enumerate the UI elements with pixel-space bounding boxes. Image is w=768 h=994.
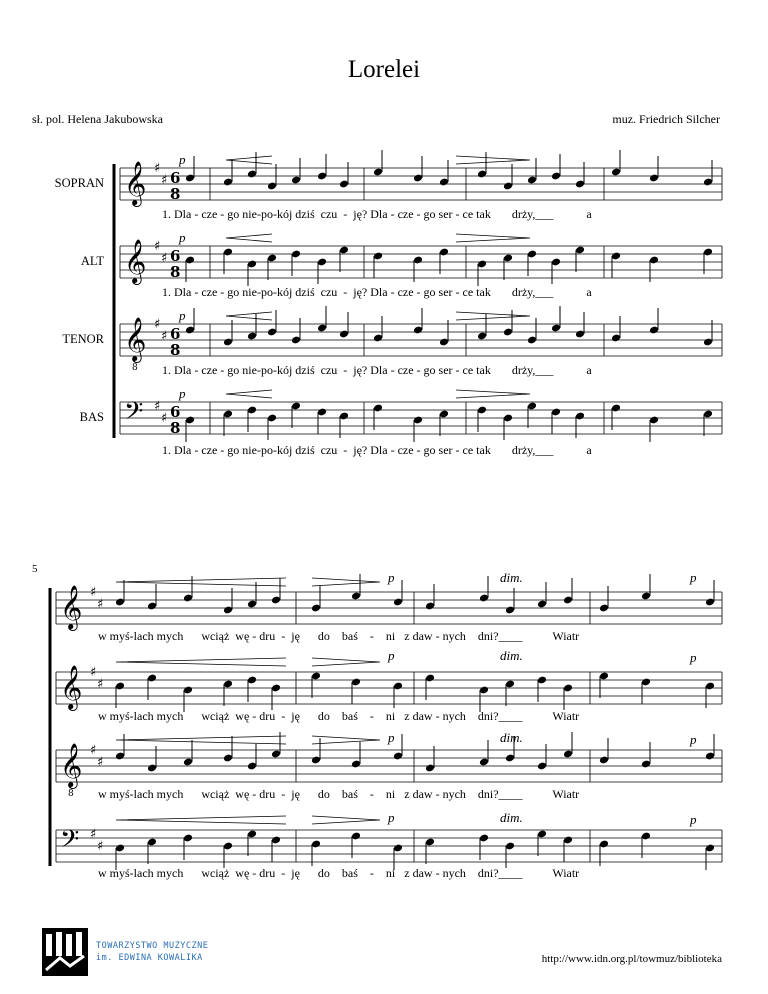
sharp-sign: ♯	[154, 239, 161, 254]
voice-label-soprano: SOPRAN	[54, 176, 104, 190]
dynamic-soprano: p	[179, 152, 186, 167]
octave-marker: 8	[68, 789, 74, 799]
sharp-sign: ♯	[90, 665, 97, 680]
time-signature-top: 6	[170, 247, 181, 265]
lyrics-soprano-2: w myś-lach mych wciąż wę - dru - ję do baś - ni z daw - nych dni?____ Wiatr	[98, 629, 580, 643]
dynamic-alto-dim: dim.	[500, 648, 523, 663]
treble-clef: 𝄞	[60, 743, 83, 787]
time-signature-top: 6	[170, 403, 181, 421]
crescendo-hairpin	[226, 234, 272, 242]
octave-marker: 8	[132, 363, 138, 373]
crescendo-hairpin	[226, 156, 272, 164]
diminuendo-hairpin	[312, 816, 380, 824]
voice-label-bass: BAS	[79, 410, 104, 424]
treble-clef: 𝄞	[124, 239, 147, 283]
crescendo-hairpin	[226, 390, 272, 398]
dynamic-tenor-p2: p	[690, 732, 697, 747]
dynamic-alto-p2: p	[690, 650, 697, 665]
dynamic-tenor-p1: p	[388, 730, 395, 745]
diminuendo-hairpin	[456, 390, 530, 398]
sharp-sign: ♯	[161, 173, 168, 188]
footer-url[interactable]: http://www.idn.org.pl/towmuz/biblioteka	[541, 953, 722, 965]
diminuendo-hairpin	[456, 156, 530, 164]
treble-clef: 𝄞	[124, 161, 147, 205]
dynamic-soprano-p2: p	[690, 570, 697, 585]
lyrics-soprano-1: 1. Dla - cze - go nie-po-kój dziś czu - ję? Dla - cze - go ser - ce tak drży,___ a	[162, 207, 592, 221]
composer-credit: muz. Friedrich Silcher	[612, 112, 720, 126]
dynamic-tenor: p	[179, 308, 186, 323]
page-title: Lorelei	[347, 56, 421, 83]
dynamic-tenor-dim: dim.	[500, 730, 523, 745]
publisher-name-line1: TOWARZYSTWO MUZYCZNE	[96, 941, 209, 951]
sharp-sign: ♯	[161, 411, 168, 426]
treble-clef: 𝄞	[60, 665, 83, 709]
time-signature-bottom: 8	[170, 341, 181, 359]
crescendo-hairpin	[116, 736, 286, 744]
measure-number: 5	[32, 563, 38, 575]
sharp-sign: ♯	[154, 399, 161, 414]
sharp-sign: ♯	[154, 317, 161, 332]
crescendo-hairpin	[116, 658, 286, 666]
bass-clef: 𝄢	[60, 825, 80, 860]
sharp-sign: ♯	[90, 743, 97, 758]
diminuendo-hairpin	[456, 312, 530, 320]
diminuendo-hairpin	[312, 658, 380, 666]
time-signature-bottom: 8	[170, 419, 181, 437]
time-signature-bottom: 8	[170, 263, 181, 281]
publisher-logo	[40, 926, 90, 983]
sharp-sign: ♯	[154, 161, 161, 176]
dynamic-alto-p1: p	[388, 648, 395, 663]
crescendo-hairpin	[116, 578, 286, 586]
lyrics-tenor-1: 1. Dla - cze - go nie-po-kój dziś czu - ję? Dla - cze - go ser - ce tak drży,___ a	[162, 363, 592, 377]
sharp-sign: ♯	[97, 839, 104, 854]
lyrics-bass-1: 1. Dla - cze - go nie-po-kój dziś czu - ję? Dla - cze - go ser - ce tak drży,___ a	[162, 443, 592, 457]
time-signature-top: 6	[170, 169, 181, 187]
lyrics-alto-2: w myś-lach mych wciąż wę - dru - ję do baś - ni z daw - nych dni?____ Wiatr	[98, 709, 580, 723]
dynamic-soprano-p1: p	[388, 570, 395, 585]
diminuendo-hairpin	[312, 736, 380, 744]
treble-clef: 𝄞	[60, 585, 83, 629]
sharp-sign: ♯	[97, 597, 104, 612]
sharp-sign: ♯	[90, 827, 97, 842]
lyrics-tenor-2: w myś-lach mych wciąż wę - dru - ję do baś - ni z daw - nych dni?____ Wiatr	[98, 787, 580, 801]
dynamic-alto: p	[179, 230, 186, 245]
sharp-sign: ♯	[161, 251, 168, 266]
dynamic-bass-p1: p	[388, 810, 395, 825]
dynamic-bass-p2: p	[690, 812, 697, 827]
voice-label-alto: ALT	[80, 254, 104, 268]
dynamic-bass-dim: dim.	[500, 810, 523, 825]
lyricist-credit: sł. pol. Helena Jakubowska	[32, 112, 163, 126]
sharp-sign: ♯	[161, 329, 168, 344]
crescendo-hairpin	[226, 312, 272, 320]
sharp-sign: ♯	[90, 585, 97, 600]
voice-label-tenor: TENOR	[62, 332, 104, 346]
time-signature-bottom: 8	[170, 185, 181, 203]
bass-clef: 𝄢	[124, 397, 144, 432]
dynamic-bass: p	[179, 386, 186, 401]
sharp-sign: ♯	[97, 755, 104, 770]
lyrics-alto-1: 1. Dla - cze - go nie-po-kój dziś czu - ję? Dla - cze - go ser - ce tak drży,___ a	[162, 285, 592, 299]
dynamic-soprano-dim: dim.	[500, 570, 523, 585]
publisher-name-line2: im. EDWINA KOWALIKA	[96, 953, 203, 963]
crescendo-hairpin	[116, 816, 286, 824]
time-signature-top: 6	[170, 325, 181, 343]
diminuendo-hairpin	[456, 234, 530, 242]
sharp-sign: ♯	[97, 677, 104, 692]
publisher-name	[96, 940, 208, 964]
diminuendo-hairpin	[312, 578, 380, 586]
treble-clef: 𝄞	[124, 317, 147, 361]
lyrics-bass-2: w myś-lach mych wciąż wę - dru - ję do baś - ni z daw - nych dni?____ Wiatr	[98, 866, 580, 880]
